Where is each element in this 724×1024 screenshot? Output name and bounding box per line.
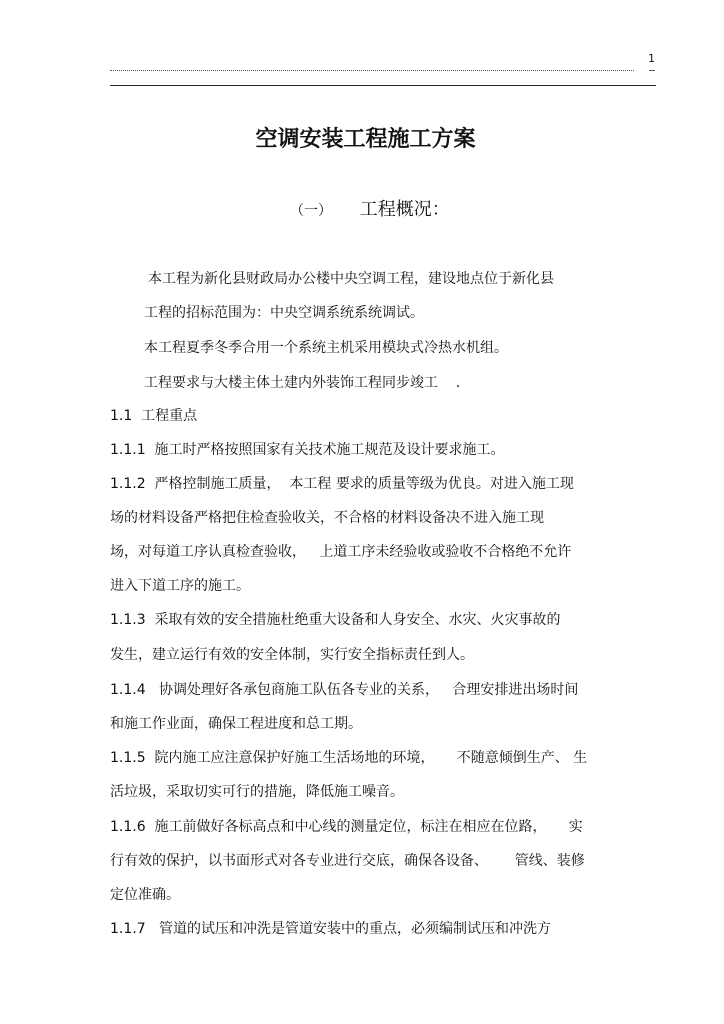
header-dotted-rule bbox=[110, 70, 634, 71]
page-number: 1 bbox=[648, 52, 655, 65]
overview-line: 工程要求与大楼主体土建内外装饰工程同步竣工 . bbox=[144, 375, 461, 391]
section-title: 工程概况： bbox=[359, 199, 450, 220]
body-line: 发生，建立运行有效的安全体制，实行安全指标责任到人。 bbox=[110, 647, 474, 663]
section-heading bbox=[290, 196, 450, 225]
body-line: 1.1.6 施工前做好各标高点和中心线的测量定位，标注在相应在位路， 实 bbox=[110, 819, 583, 835]
body-line: 场的材料设备严格把住检查验收关，不合格的材料设备决不进入施工现 bbox=[110, 510, 544, 526]
page-number-underline bbox=[649, 70, 655, 71]
body-line: 定位准确。 bbox=[110, 887, 180, 903]
body-line: 1.1.4 协调处理好各承包商施工队伍各专业的关系， 合理安排进出场时间 bbox=[110, 682, 579, 698]
body-line: 1.1.1 施工时严格按照国家有关技术施工规范及设计要求施工。 bbox=[110, 442, 505, 458]
subsection-title: 1.1 工程重点 bbox=[110, 408, 198, 424]
body-line: 活垃圾，采取切实可行的措施，降低施工噪音。 bbox=[110, 784, 404, 800]
overview-line: 工程的招标范围为：中央空调系统系统调试。 bbox=[144, 305, 424, 321]
document-title: 空调安装工程施工方案 bbox=[255, 127, 476, 152]
body-line: 1.1.3 采取有效的安全措施杜绝重大设备和人身安全、水灾、火灾事故的 bbox=[110, 612, 561, 628]
overview-line: 本工程夏季冬季合用一个系统主机采用模块式冷热水机组。 bbox=[144, 340, 508, 356]
body-line: 和施工作业面，确保工程进度和总工期。 bbox=[110, 716, 362, 732]
section-number: （一） bbox=[290, 203, 332, 219]
overview-line: 本工程为新化县财政局办公楼中央空调工程，建设地点位于新化县 bbox=[148, 271, 554, 287]
body-line: 进入下道工序的施工。 bbox=[110, 578, 250, 594]
header-rule bbox=[110, 85, 656, 86]
body-line: 1.1.5 院内施工应注意保护好施工生活场地的环境， 不随意倾倒生产、 生 bbox=[110, 750, 588, 766]
body-line: 1.1.7 管道的试压和冲洗是管道安装中的重点，必须编制试压和冲洗方 bbox=[110, 921, 551, 937]
body-line: 行有效的保护，以书面形式对各专业进行交底，确保各设备、 管线、装修 bbox=[110, 853, 585, 869]
body-line: 场，对每道工序认真检查验收， 上道工序未经验收或验收不合格绝不允许 bbox=[110, 544, 572, 560]
body-line: 1.1.2 严格控制施工质量， 本工程 要求的质量等级为优良。对进入施工现 bbox=[110, 476, 574, 492]
